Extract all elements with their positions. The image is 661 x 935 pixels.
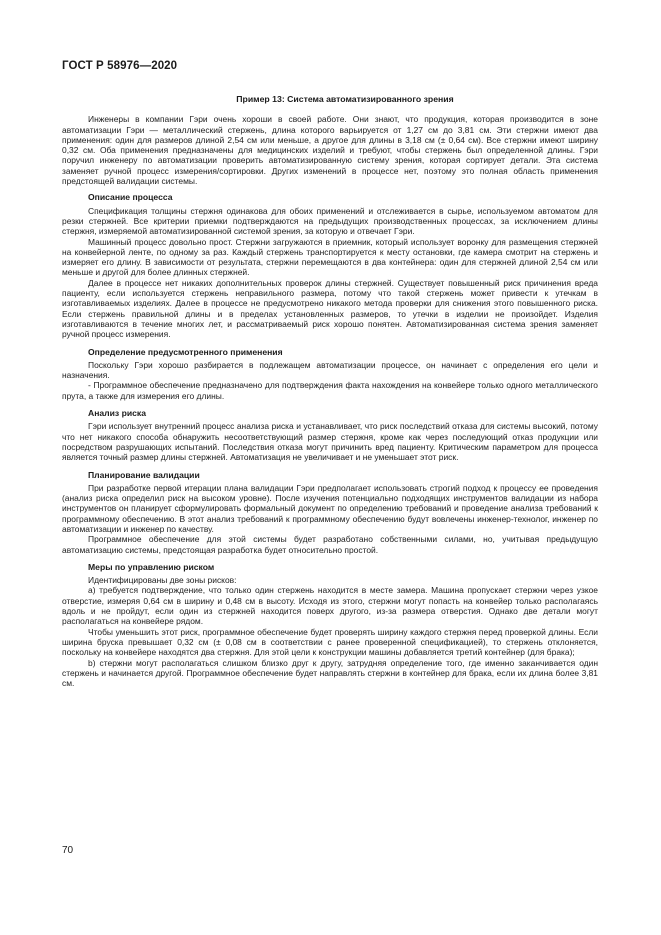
- intended-use-paragraph-1: Поскольку Гэри хорошо разбирается в подлежащем автоматизации процессе, он начинает с определения его цели и назначения.: [62, 359, 598, 381]
- section-heading-intended-use: Определение предусмотренного применения: [88, 346, 283, 357]
- process-paragraph-3: Далее в процессе нет никаких дополнительных проверок длины стержней. Существует повышенный риск причинения вреда пациенту, если используется стержень неправильного размера, потому что такой стержень может привести к утечкам в изготавливаемых изделиях. Далее в процессе не предусмотрено никакого метода проверки для снижения этого повышенного риска. Если стержень правильной длины и в пределах установленных размеров, то утечки в изделии не произойдет. Изделия изготавливаются в течение многих лет, и рассматриваемый риск хорошо понятен. Автоматизированная система зрения заменяет ручной процесс измерения.: [62, 277, 598, 340]
- section-heading-risk-management: Меры по управлению риском: [88, 561, 215, 572]
- section-heading-validation-planning: Планирование валидации: [88, 469, 200, 480]
- risk-analysis-paragraph-1: Гэри использует внутренний процесс анализа риска и устанавливает, что риск последствий отказа для системы высокий, потому что нет никакого способа обнаружить несоответствующий размер стержня, кроме как через последующий отказ продукции или посредством разрушающих испытаний. Последствия отказа могут причинить вред пациенту. Критическим параметром для процесса является точный размер длины стержней. Автоматизация не увеличивает и не уменьшает этот риск.: [62, 421, 598, 463]
- validation-planning-paragraph-1: При разработке первой итерации плана валидации Гэри предполагает использовать строгий подход к процессу ее проведения (анализ риска определил риск на высоком уровне). После изучения потенциально подходящих инструментов валидации из набора инструментов он планирует сформулировать формальный документ по определению требований и проведение анализа требований к программному обеспечению. В этот анализ требований к программному обеспечению будут вовлечены инженер-технолог, инженер по автоматизации и инженер по качеству.: [62, 482, 598, 534]
- intro-paragraph: Инженеры в компании Гэри очень хороши в своей работе. Они знают, что продукция, которая производится в зоне автоматизации Гэри — металлический стержень, длина которого варьируется от 1,27 см до 3,81 см. Эти стержни имеют два применения: один для размеров длиной 2,54 см или меньше, а другое для длины в 3,18 см (± 0,64 см). Все стержни имеют ширину 0,32 см. Оба применения предназначены для медицинских изделий и требуют, чтобы стержень был определенной длины. Гэри поручил инженеру по автоматизации проверить автоматизированную систему зрения, которая сортирует детали. Эта система заменяет ручной процесс измерения/сортировки. Других изменений в процессе нет, поэтому это полная область применения предстоящей валидации системы.: [62, 114, 598, 187]
- risk-management-paragraph-1: Идентифицированы две зоны рисков:: [88, 575, 237, 586]
- risk-management-paragraph-3: Чтобы уменьшить этот риск, программное обеспечение будет проверять ширину каждого стержня перед проверкой длины. Если ширина бруска превышает 0,32 см (± 0,08 см в соответствии с ранее проверенной спецификацией), то стержень отклоняется, поскольку на конвейере находятся два стержня. Для этой цели к конструкции машины добавляется третий контейнер (для брака);: [62, 626, 598, 658]
- risk-management-paragraph-4: b) стержни могут располагаться слишком близко друг к другу, затрудняя определение того, где именно заканчивается один стержень и начинается другой. Программное обеспечение будет направлять стержни в контейнер для брака, если их длина более 3,81 см.: [62, 657, 598, 689]
- risk-management-paragraph-2: a) требуется подтверждение, что только один стержень находится в месте замера. Машина пропускает стержни через узкое отверстие, измеряя 0,64 см в ширину и 0,48 см в высоту. Исходя из этого, стержни могут попасть на конвейер только располагаясь вдоль и не пройдут, если один из стержней находится поверх другого, из-за размера отверстия. Однако две детали могут располагаться на конвейере рядом.: [62, 585, 598, 627]
- page-content: [62, 94, 598, 688]
- standard-header: ГОСТ Р 58976—2020: [62, 60, 178, 72]
- intended-use-paragraph-2: - Программное обеспечение предназначено для подтверждения факта нахождения на конвейере только одного металлического прута, а также для измерения его длины.: [62, 380, 598, 401]
- example-title: Пример 13: Система автоматизированного зрения: [236, 94, 454, 104]
- process-paragraph-1: Спецификация толщины стержня одинакова для обоих применений и отслеживается в сырье, используемом автоматом для резки стержней. Все критерии приемки подтверждаются на предыдущих производственных процессах, за исключением длины стержня, измеряемой автоматизированной системой зрения, за которую и отвечает Гэри.: [62, 205, 598, 237]
- validation-planning-paragraph-2: Программное обеспечение для этой системы будет разработано собственными силами, но, учитывая предыдущую автоматизацию системы, предстоящая разработка будет относительно простой.: [62, 534, 598, 555]
- page-number: 70: [62, 845, 74, 856]
- process-paragraph-2: Машинный процесс довольно прост. Стержни загружаются в приемник, который использует воронку для размещения стержней на конвейерной ленте, по одному за раз. Каждый стержень транспортируется к месту остановки, где камера смотрит на стержень и измеряет его длину. В зависимости от результата, стержни перемещаются в два контейнера: один для стержней длиной 2,54 см или меньше и другой для более длинных стержней.: [62, 236, 598, 278]
- section-heading-risk-analysis: Анализ риска: [88, 408, 146, 419]
- section-heading-process: Описание процесса: [88, 192, 173, 203]
